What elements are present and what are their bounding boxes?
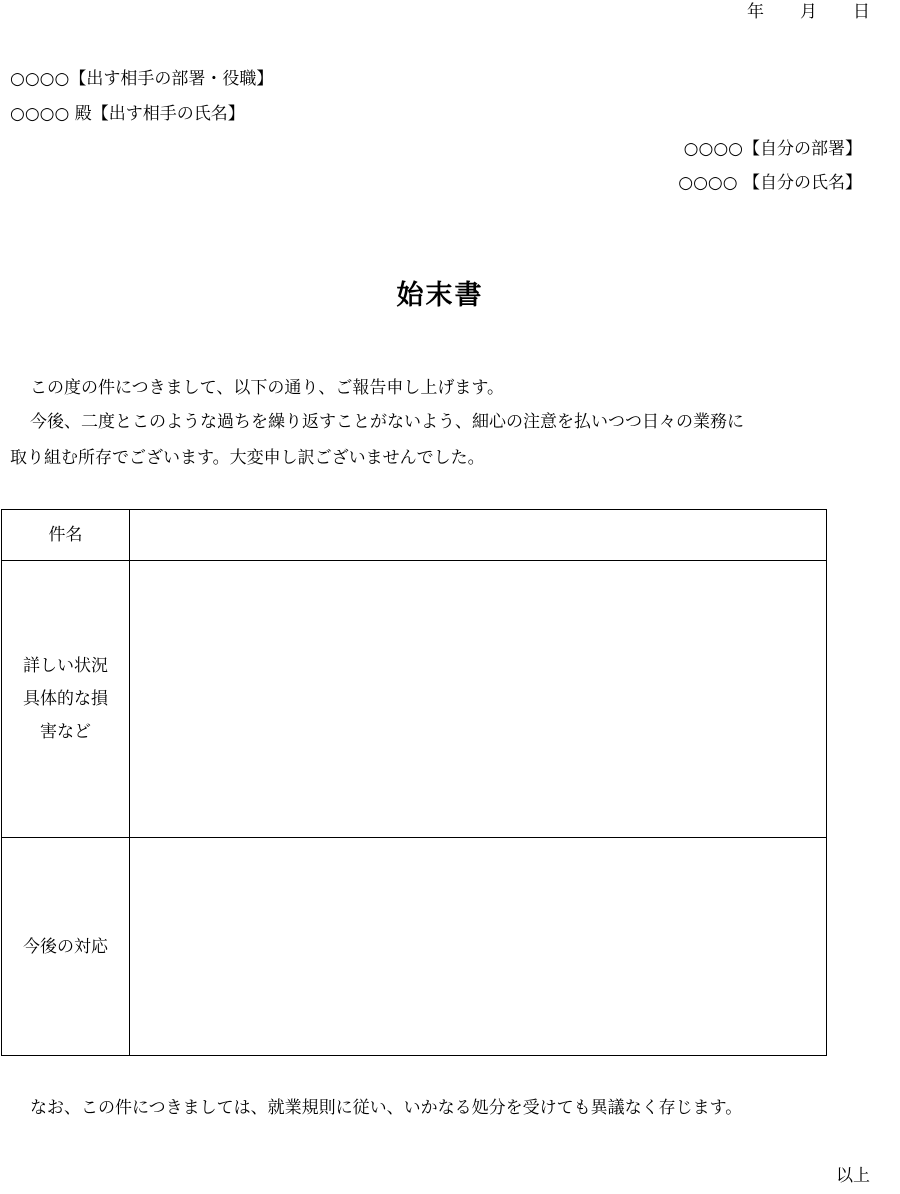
end-mark: 以上	[836, 1166, 870, 1186]
label-cell-subject	[2, 510, 130, 560]
value-cell-subject[interactable]	[130, 510, 826, 560]
label-details-line-2: 具体的な損	[23, 688, 108, 709]
label-subject: 件名	[48, 524, 83, 545]
value-cell-future-action[interactable]	[130, 838, 826, 1056]
date-month: 月	[800, 2, 817, 22]
table-row-subject	[2, 510, 826, 561]
sender-name: ○○○○ 【自分の氏名】	[678, 173, 862, 193]
date-line	[747, 4, 870, 21]
value-cell-details[interactable]	[130, 561, 826, 837]
table-row-future-action	[2, 838, 826, 1056]
body-line-1: この度の件につきまして、以下の通り、ご報告申し上げます。	[30, 378, 504, 398]
body-paragraph-1	[10, 380, 504, 397]
date-year: 年	[747, 2, 764, 22]
recipient-department: ○○○○【出す相手の部署・役職】	[10, 69, 274, 89]
sender-department: ○○○○【自分の部署】	[683, 139, 862, 159]
label-future-action: 今後の対応	[23, 936, 108, 957]
label-cell-details	[2, 561, 130, 837]
body-line-2: 今後、二度とこのような過ちを繰り返すことがないよう、細心の注意を払いつつ日々の業務に	[30, 412, 744, 432]
date-day: 日	[853, 2, 870, 22]
table-row-details	[2, 561, 826, 838]
label-details-line-1: 詳しい状況	[23, 655, 108, 676]
label-cell-future-action	[2, 838, 130, 1056]
closing-statement: なお、この件につきましては、就業規則に従い、いかなる処分を受けても異議なく存じます。	[30, 1098, 743, 1118]
label-details-line-3: 害など	[40, 721, 91, 742]
body-line-3: 取り組む所存でございます。大変申し訳ございませんでした。	[10, 448, 485, 468]
report-table	[1, 509, 827, 1056]
body-paragraph-2	[10, 414, 744, 431]
recipient-name: ○○○○ 殿【出す相手の氏名】	[10, 104, 245, 124]
document-title: 始末書	[396, 280, 484, 311]
body-paragraph-2-cont	[10, 450, 485, 467]
